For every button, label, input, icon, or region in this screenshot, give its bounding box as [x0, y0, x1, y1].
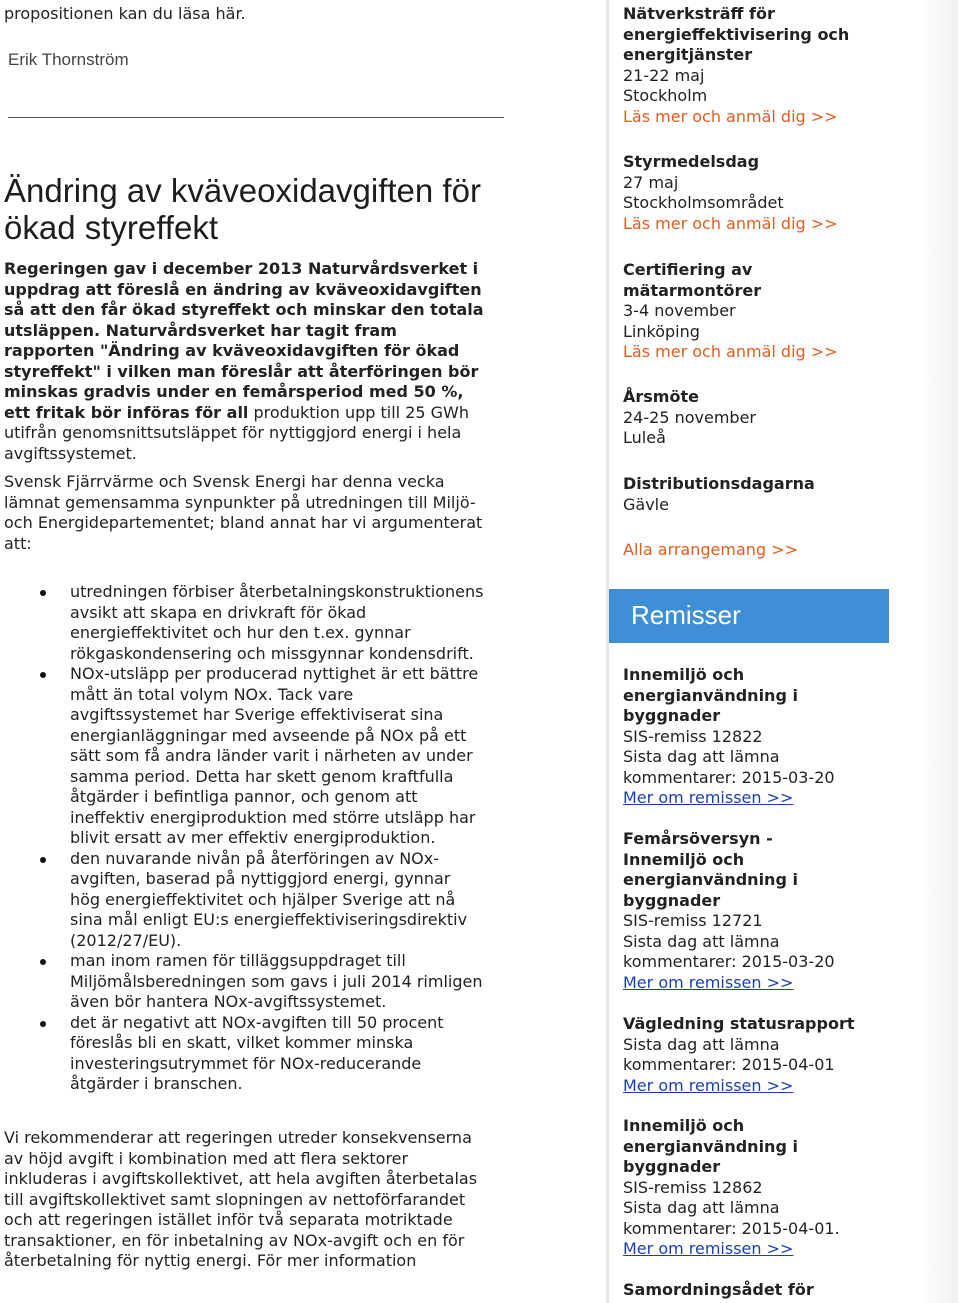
list-item-line: det är negativt att NOx-avgiften till 50 procent [70, 1012, 444, 1032]
remiss-detail: SIS-remiss 12721 [623, 911, 763, 930]
lead-line: minskas gradvis under en femårsperiod med 50 %, [4, 382, 464, 401]
list-item-line: NOx-utsläpp per producerad nyttighet är ett bättre [70, 664, 479, 683]
body-line: Svensk Fjärrvärme och Svensk Energi har denna vecka [4, 472, 445, 491]
event-date: 27 maj [623, 172, 679, 192]
list-item-line: mått än total volym NOx. Tack vare [70, 684, 354, 704]
event-item [623, 4, 849, 127]
list-item-line: avgiften, baserad på nyttiggjord energi, gynnar [70, 869, 451, 888]
headline-line: ökad styreffekt [4, 209, 219, 246]
list-item-line: energieffektivitet och hur den t.ex. gynnar [70, 623, 411, 642]
event-title: Certifiering av [623, 260, 753, 279]
argument-list [4, 582, 483, 1095]
list-item-line: utredningen förbiser återbetalningskonstruktionens [70, 582, 484, 601]
bullet-icon [40, 1021, 46, 1027]
event-title: Distributionsdagarna [623, 474, 815, 493]
remiss-title: Samordningsådet för [623, 1280, 814, 1299]
list-item-line: energianläggningar med avseende på NOx på ett [70, 725, 467, 745]
body-line: inkluderas i avgiftskollektivet, att hela avgiften återbetalas [4, 1169, 478, 1188]
remiss-link[interactable]: Mer om remissen >> [623, 972, 794, 992]
event-date: 3-4 november [623, 301, 736, 320]
list-item [4, 664, 483, 849]
remiss-title: Innemiljö och [623, 665, 745, 684]
bullet-icon [40, 959, 46, 965]
lead-paragraph [4, 259, 484, 464]
remiss-link[interactable]: Mer om remissen >> [623, 788, 794, 807]
event-title: mätarmontörer [623, 280, 762, 300]
remiss-detail: kommentarer: 2015-04-01 [623, 1055, 835, 1074]
remiss-detail: kommentarer: 2015-03-20 [623, 952, 835, 971]
bullet-icon [40, 590, 46, 596]
bullet-icon [40, 672, 46, 678]
list-item-line: avsikt att skapa en drivkraft för ökad [70, 602, 367, 622]
body-line: till avgiftskollektivet samt slopningen av nettoförfarandet [4, 1189, 466, 1209]
remiss-title: byggnader [623, 706, 721, 725]
list-item-line: man inom ramen för tilläggsuppdraget till [70, 951, 406, 970]
event-location: Stockholmsområdet [623, 193, 784, 212]
list-item [4, 582, 483, 664]
sidebar-divider [606, 0, 609, 1303]
list-item-line: (2012/27/EU). [70, 930, 182, 950]
event-title: energitjänster [623, 45, 753, 64]
list-item-line: sina mål enligt EU:s energieffektiviseringsdirektiv [70, 910, 468, 929]
event-location: Linköping [623, 321, 700, 341]
body-line: transaktioner, en för inbetalning av NOx-avgift och en för [4, 1230, 465, 1250]
remisser-banner [609, 589, 889, 643]
lead-bold-part: ett fritak bör införas för all [4, 402, 249, 422]
remiss-item [623, 1116, 840, 1260]
event-signup-link[interactable]: Läs mer och anmäl dig >> [623, 342, 838, 361]
list-item-line: investeringsutrymmet för NOx-reducerande [70, 1053, 422, 1073]
body-line: återbetalning för nyttig energi. För mer information [4, 1251, 417, 1270]
event-location: Gävle [623, 494, 669, 514]
list-item-line: föreslås bli en skatt, vilket kommer minska [70, 1033, 414, 1052]
lead-line: avgiftssystemet. [4, 443, 137, 463]
list-item-line: även bör hantera NOx-avgiftssystemet. [70, 992, 387, 1011]
remiss-link[interactable]: Mer om remissen >> [623, 1075, 794, 1095]
page-edge-shadow [918, 0, 958, 1303]
list-item-line: blivit ersatt av mer effektiv energiproduktion. [70, 828, 436, 847]
remiss-detail: Sista dag att lämna [623, 747, 780, 766]
list-item-line: åtgärder i branschen. [70, 1074, 243, 1093]
remiss-detail: Sista dag att lämna [623, 1198, 780, 1217]
body-line: och att regeringen istället inför två separata motriktade [4, 1210, 453, 1229]
list-item-line: ineffektiv energiproduktion med större utsläpp har [70, 807, 476, 827]
body-paragraph [4, 472, 482, 554]
list-item-line: avgiftssystemet har Sverige effektiviserat sina [70, 705, 444, 724]
list-item-line: åtgärder i befintliga pannor, och genom att [70, 787, 418, 806]
body-line: Vi rekommenderar att regeringen utreder konsekvenserna [4, 1128, 472, 1147]
event-item [623, 152, 838, 234]
lead-line: Regeringen gav i december 2013 Naturvårdsverket i [4, 259, 479, 278]
divider [8, 117, 504, 118]
remisser-heading: Remisser [631, 600, 741, 630]
event-location: Luleå [623, 428, 666, 447]
remiss-item [623, 829, 835, 993]
event-title: Nätverksträff för [623, 4, 775, 23]
body-line: lämnat gemensamma synpunkter på utredningen till Miljö- [4, 492, 476, 512]
remiss-detail: SIS-remiss 12822 [623, 726, 763, 746]
list-item-line: Miljömålsberedningen som gavs i juli 2014 rimligen [70, 971, 483, 991]
intro-text: propositionen kan du läsa här. [4, 4, 246, 23]
list-item-line: samma period. Detta har skett genom kraftfulla [70, 766, 454, 786]
remiss-title: byggnader [623, 890, 721, 910]
body-line: att: [4, 533, 32, 553]
list-item-line: den nuvarande nivån på återföringen av NOx- [70, 848, 439, 868]
remiss-detail: SIS-remiss 12862 [623, 1177, 763, 1197]
event-title: energieffektivisering och [623, 24, 850, 44]
remiss-item [623, 665, 835, 809]
event-date: 24-25 november [623, 407, 756, 427]
lead-normal-part: produktion upp till 25 GWh [248, 402, 469, 422]
remiss-item [623, 1280, 814, 1301]
list-item-line: sätt som få andra länder varit i närheten av under [70, 746, 473, 765]
event-item [623, 387, 756, 449]
event-signup-link[interactable]: Läs mer och anmäl dig >> [623, 106, 838, 126]
lead-line: utifrån genomsnittsutsläppet för nyttiggjord energi i hela [4, 423, 462, 442]
remiss-link[interactable]: Mer om remissen >> [623, 1239, 794, 1258]
remiss-title: Femårsöversyn - [623, 829, 773, 848]
remiss-detail: kommentarer: 2015-04-01. [623, 1218, 840, 1238]
list-item [4, 951, 483, 1013]
recommendation-paragraph [4, 1128, 477, 1272]
remiss-title: Innemiljö och [623, 1116, 745, 1135]
remiss-title: Innemiljö och [623, 849, 745, 869]
list-item [4, 849, 483, 952]
article-headline [4, 172, 481, 246]
event-location: Stockholm [623, 86, 708, 105]
event-item [623, 260, 838, 363]
remiss-item [623, 1014, 855, 1096]
remiss-title: energianvändning i [623, 870, 798, 889]
body-line: och Energidepartementet; bland annat har vi argumenterat [4, 513, 483, 532]
remiss-title: energianvändning i [623, 1136, 798, 1156]
remiss-title: byggnader [623, 1157, 721, 1176]
lead-line: styreffekt" i vilken man föreslår att återföringen bör [4, 361, 479, 381]
list-item-line: rökgaskondensering och missgynnar kondensdrift. [70, 643, 474, 663]
event-item [623, 474, 815, 515]
lead-line: rapporten "Ändring av kväveoxidavgiften för ökad [4, 341, 460, 360]
event-date: 21-22 maj [623, 65, 705, 85]
lead-line-mixed [4, 403, 484, 424]
body-line: av höjd avgift i kombination med att flera sektorer [4, 1148, 409, 1168]
lead-line: uppdrag att föreslå en ändring av kväveoxidavgiften [4, 279, 482, 299]
event-title: Styrmedelsdag [623, 152, 760, 171]
lead-line: så att den får ökad styreffekt och minskar den totala [4, 300, 484, 319]
author-name: Erik Thornström [8, 50, 129, 69]
remiss-detail: Sista dag att lämna [623, 931, 780, 951]
list-item [4, 1013, 483, 1095]
event-signup-link[interactable]: Läs mer och anmäl dig >> [623, 213, 838, 233]
all-events-link[interactable]: Alla arrangemang >> [623, 540, 798, 559]
bullet-icon [40, 857, 46, 863]
list-item-line: hög energieffektivitet och hjälper Sverige att nå [70, 889, 456, 909]
remiss-detail: kommentarer: 2015-03-20 [623, 767, 835, 787]
remiss-detail: Sista dag att lämna [623, 1034, 780, 1054]
remiss-title: Vägledning statusrapport [623, 1014, 855, 1033]
lead-line: utsläppen. Naturvårdsverket har tagit fram [4, 320, 397, 340]
remiss-title: energianvändning i [623, 685, 798, 705]
headline-line: Ändring av kväveoxidavgiften för [4, 172, 481, 209]
event-title: Årsmöte [623, 387, 699, 406]
